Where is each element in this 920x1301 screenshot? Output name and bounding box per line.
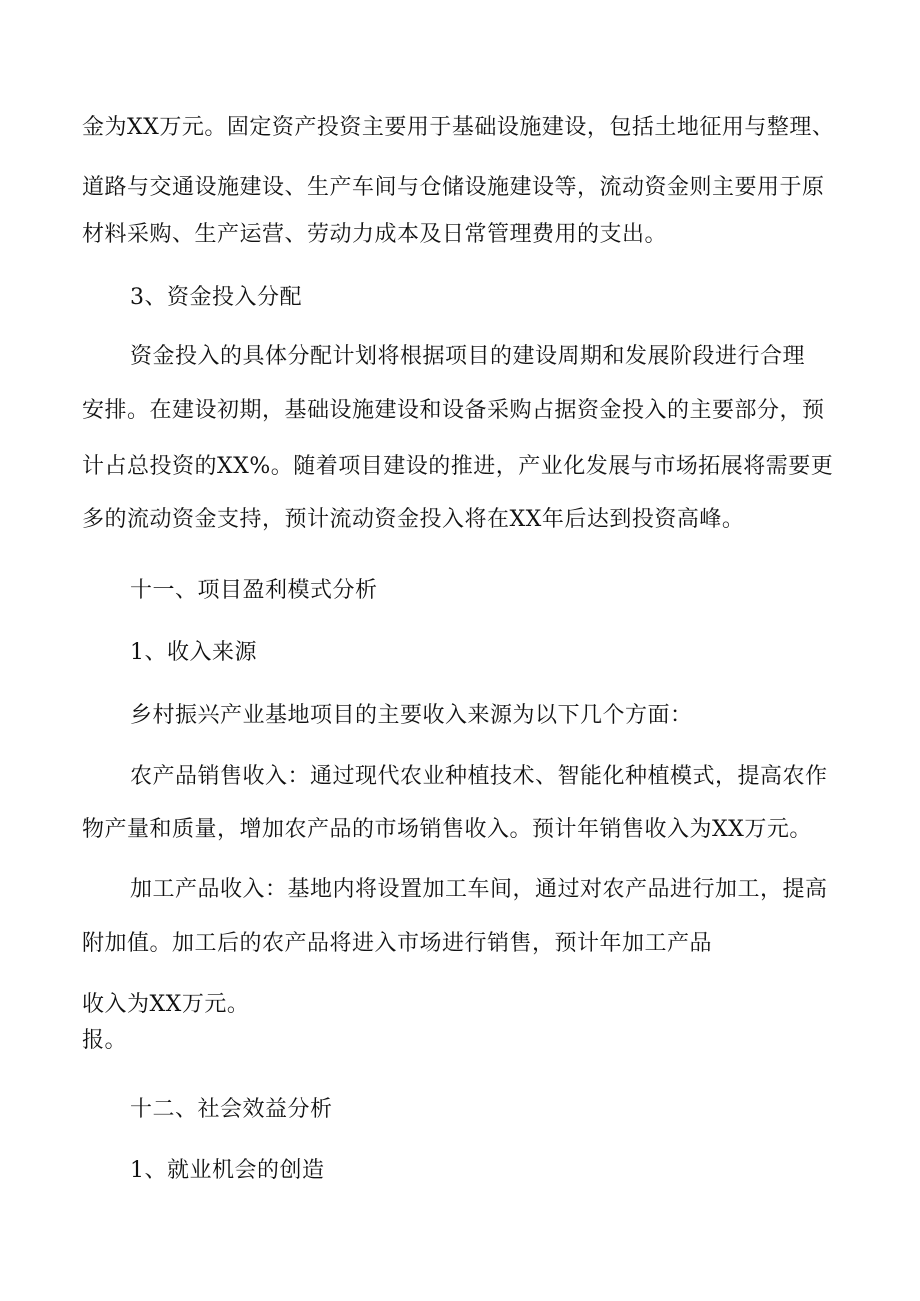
section-heading: 1、就业机会的创造 bbox=[130, 1158, 325, 1183]
paragraph-line: 计占总投资的XX%。随着项目建设的推进，产业化发展与市场拓展将需要更 bbox=[82, 454, 834, 479]
paragraph-line: 农产品销售收入：通过现代农业种植技术、智能化种植模式，提高农作 bbox=[130, 764, 828, 789]
paragraph-line: 物产量和质量，增加农产品的市场销售收入。预计年销售收入为XX万元。 bbox=[82, 817, 812, 842]
paragraph-line: 多的流动资金支持，预计流动资金投入将在XX年后达到投资高峰。 bbox=[82, 507, 745, 532]
section-heading: 1、收入来源 bbox=[130, 640, 257, 665]
paragraph-line: 资金投入的具体分配计划将根据项目的建设周期和发展阶段进行合理 bbox=[130, 344, 806, 369]
paragraph-line: 加工产品收入：基地内将设置加工车间，通过对农产品进行加工，提高 bbox=[130, 877, 828, 902]
chapter-heading: 十一、项目盈利模式分析 bbox=[130, 578, 378, 603]
paragraph-line: 安排。在建设初期，基础设施建设和设备采购占据资金投入的主要部分，预 bbox=[82, 398, 825, 423]
paragraph-line: 材料采购、生产运营、劳动力成本及日常管理费用的支出。 bbox=[82, 222, 668, 247]
paragraph-line: 道路与交通设施建设、生产车间与仓储设施建设等，流动资金则主要用于原 bbox=[82, 175, 825, 200]
paragraph-line: 报。 bbox=[82, 1028, 128, 1053]
chapter-heading: 十二、社会效益分析 bbox=[130, 1097, 333, 1122]
section-heading: 3、资金投入分配 bbox=[130, 285, 302, 310]
paragraph-line: 金为XX万元。固定资产投资主要用于基础设施建设，包括土地征用与整理、 bbox=[82, 115, 835, 140]
paragraph-line: 收入为XX万元。 bbox=[82, 992, 250, 1017]
paragraph-line: 附加值。加工后的农产品将进入市场进行销售，预计年加工产品 bbox=[82, 931, 713, 956]
paragraph-line: 乡村振兴产业基地项目的主要收入来源为以下几个方面： bbox=[130, 703, 693, 728]
